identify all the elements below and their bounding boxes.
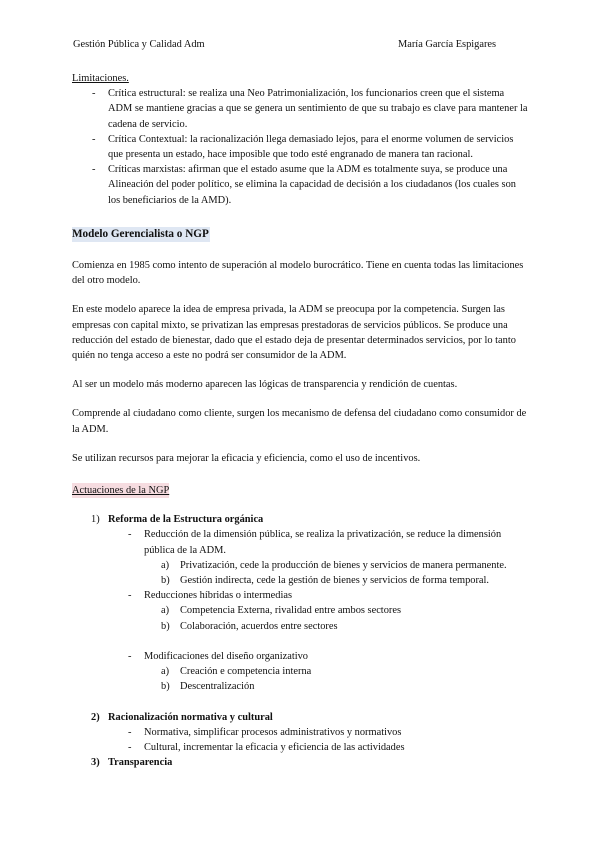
- subitem-text: Modificaciones del diseño organizativo: [144, 650, 308, 662]
- list-item: - Reducción de la dimensión pública, se realiza la privatización, se reduce la dimensión pública de la ADM.: [128, 529, 502, 556]
- item-letter: b): [161, 681, 170, 693]
- limitacion-text: Crítica estructural: se realiza una Neo Patrimonialización, los funcionarios creen que el sistema ADM se mantiene gracias a que se genera un sentimiento de que su trabajo es clave para mantener la cadena de servicio.: [108, 88, 528, 130]
- subitem-text: Reducción de la dimensión pública, se realiza la privatización, se reduce la dimensión pública de la ADM.: [144, 529, 502, 556]
- item-letter: b): [161, 620, 170, 632]
- modelo-paragraph: Comprende al ciudadano como cliente, surgen los mecanismo de defensa del ciudadano como consumidor de la ADM.: [72, 408, 527, 435]
- modelo-paragraph: Se utilizan recursos para mejorar la eficacia y eficiencia, como el uso de incentivos.: [72, 452, 421, 464]
- item-title: Transparencia: [108, 757, 173, 769]
- actuaciones-title: Actuaciones de la NGP: [72, 483, 169, 498]
- list-item: [72, 603, 528, 618]
- modelo-paragraph: En este modelo aparece la idea de empresa privada, la ADM se preocupa por la competencia. Surgen las empresas con capital mixto, se privatizan las empresas prestadoras de servicios públicos. Se produce una reducción del estado de bienestar, dado que el estado deja de presentar determinados servicios, por lo tanto quién no tenga acceso a este no podrá ser consumidor de la ADM.: [72, 304, 516, 362]
- subitem-text: Gestión indirecta, cede la gestión de bienes y servicios de forma temporal.: [180, 575, 490, 587]
- item-title: Racionalización normativa y cultural: [108, 711, 273, 723]
- page-content: [72, 71, 528, 770]
- limitacion-text: Críticas marxistas: afirman que el estado asume que la ADM es totalmente suya, se produce una Alineación del poder político, se elimina la capacidad de decisión a los ciudadanos (los cuales son los beneficiarios de la AMD).: [108, 164, 516, 206]
- header-author-name: María García Espigares: [398, 39, 497, 50]
- list-item: [72, 558, 528, 573]
- actuacion-item-1: [72, 512, 528, 527]
- modelo-paragraph: Comienza en 1985 como intento de superación al modelo burocrático. Tiene en cuenta todas las limitaciones del otro modelo.: [72, 260, 524, 287]
- limitacion-text: Crítica Contextual: la racionalización llega demasiado lejos, para el enorme volumen de servicios que presenta un estado, hace imposible que todo esté engranado de manera tan racional.: [108, 133, 514, 161]
- subitem-text: Competencia Externa, rivalidad entre ambos sectores: [180, 605, 402, 617]
- list-item: - Crítica estructural: se realiza una Neo Patrimonialización, los funcionarios creen que el sistema ADM se mantiene gracias a que se genera un sentimiento de que su trabajo es clave para mantener la cadena de servicio.: [92, 88, 528, 130]
- subitem-text: Cultural, incrementar la eficacia y eficiencia de las actividades: [144, 741, 405, 753]
- subitem-text: Creación e competencia interna: [180, 666, 312, 678]
- modelo-heading: Modelo Gerencialista o NGP: [72, 227, 210, 242]
- item-number: 2): [91, 711, 100, 723]
- item-letter: a): [161, 559, 170, 571]
- list-item: - Normativa, simplificar procesos administrativos y normativos: [128, 726, 402, 738]
- list-item: [72, 679, 528, 694]
- item-number: 1): [91, 514, 100, 526]
- list-item: [72, 619, 528, 634]
- list-item: [72, 573, 528, 588]
- list-item: - Modificaciones del diseño organizativo: [128, 650, 308, 662]
- header-course-title: Gestión Pública y Calidad Adm: [73, 39, 205, 50]
- subitem-text: Privatización, cede la producción de bienes y servicios de manera permanente.: [180, 559, 507, 571]
- list-item: - Críticas marxistas: afirman que el estado asume que la ADM es totalmente suya, se produce una Alineación del poder político, se elimina la capacidad de decisión a los ciudadanos (los cuales son los beneficiarios de la AMD).: [92, 164, 516, 206]
- subitem-text: Reducciones híbridas o intermedias: [144, 590, 293, 602]
- list-item: - Crítica Contextual: la racionalización llega demasiado lejos, para el enorme volumen de servicios que presenta un estado, hace imposible que todo esté engranado de manera tan racional.: [92, 133, 514, 161]
- actuaciones-list: [72, 512, 528, 770]
- list-item: - Reducciones híbridas o intermedias: [128, 590, 293, 602]
- item-number: 3): [91, 757, 100, 769]
- item-letter: b): [161, 575, 170, 587]
- limitaciones-title: Limitaciones.: [72, 73, 129, 84]
- item-letter: a): [161, 666, 170, 678]
- list-item: [72, 664, 528, 679]
- limitaciones-list: [72, 86, 528, 208]
- subitem-text: Colaboración, acuerdos entre sectores: [180, 620, 338, 632]
- item-letter: a): [161, 605, 170, 617]
- actuacion-item-2: [72, 710, 528, 725]
- modelo-paragraph: Al ser un modelo más moderno aparecen las lógicas de transparencia y rendición de cuentas.: [72, 379, 458, 391]
- item-title: Reforma de la Estructura orgánica: [108, 514, 264, 526]
- subitem-text: Normativa, simplificar procesos administrativos y normativos: [144, 726, 402, 738]
- list-item: - Cultural, incrementar la eficacia y eficiencia de las actividades: [128, 741, 405, 753]
- subitem-text: Descentralización: [180, 681, 255, 693]
- actuacion-item-3: [72, 755, 528, 770]
